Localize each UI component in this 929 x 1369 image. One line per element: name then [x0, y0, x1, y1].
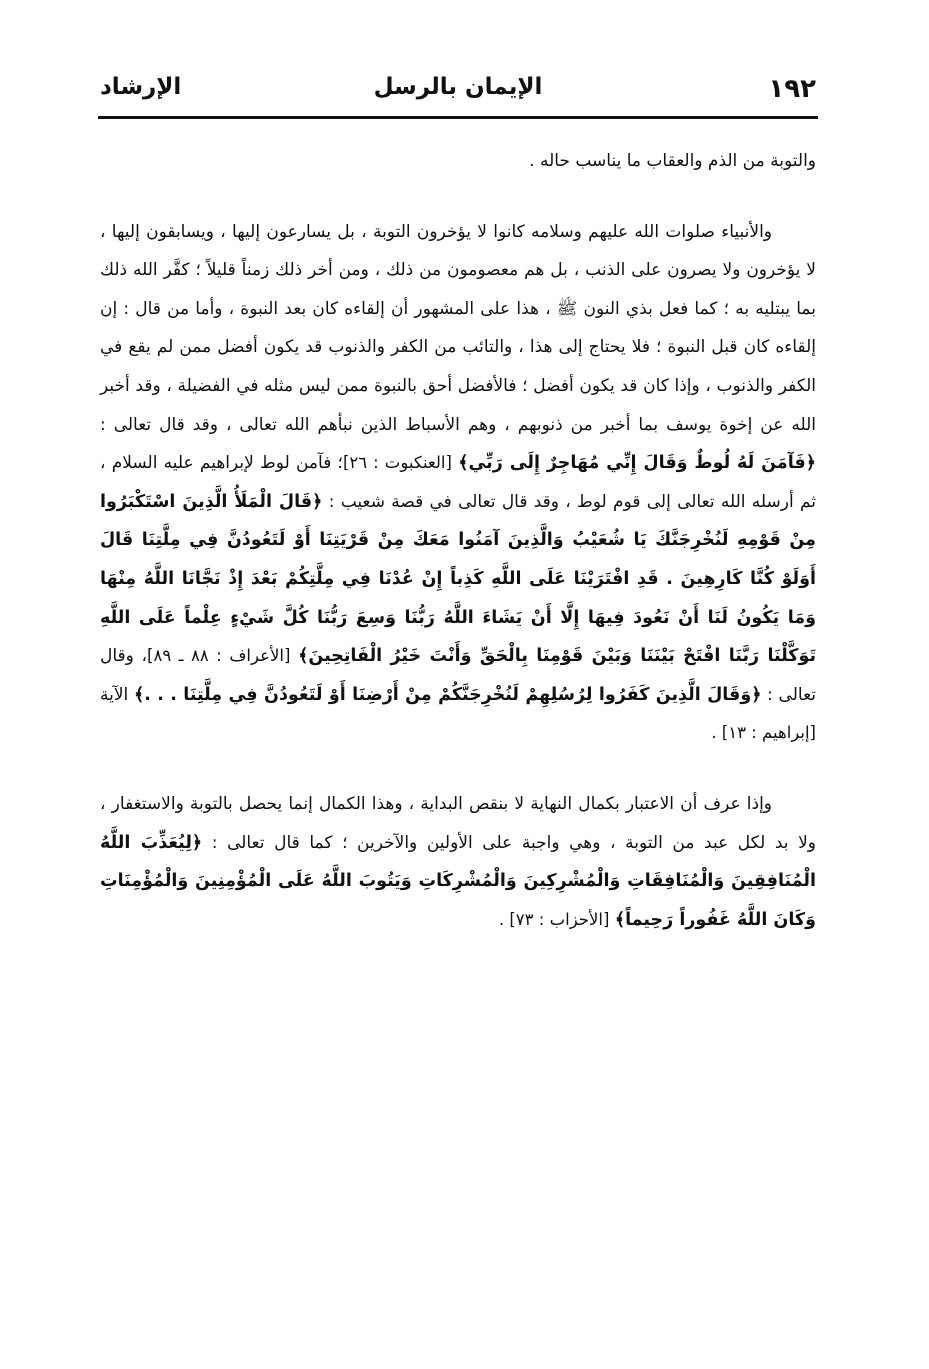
verse-reference: [إبراهيم : ١٣] . [711, 723, 816, 743]
page-number: ١٩٢ [768, 74, 816, 104]
verse-reference: [الأحزاب : ٧٣] . [498, 909, 610, 929]
quran-verse: ﴿قَالَ الْمَلَأُ الَّذِينَ اسْتَكْبَرُوا مِنْ قَوْمِهِ لَنُخْرِجَنَّكَ يَا شُعَيْبُ وَالَّذِينَ آمَنُوا مَعَكَ مِنْ قَرْيَتِنَا أَوْ لَتَعُودُنَّ فِي مِلَّتِنَا قَالَ أَوَلَوْ كُنَّا كَارِهِينَ . قَدِ افْتَرَيْنَا عَلَى اللَّهِ كَذِباً إِنْ عُدْنَا فِي مِلَّتِكُمْ بَعْدَ إِذْ نَجَّانَا اللَّهُ مِنْهَا وَمَا يَكُونُ لَنَا أَنْ نَعُودَ فِيهَا إِلَّا أَنْ يَشَاءَ اللَّهُ رَبُّنَا وَسِعَ رَبُّنَا كُلَّ شَيْءٍ عِلْماً عَلَى اللَّهِ تَوَكَّلْنَا رَبَّنَا افْتَحْ بَيْنَنَا وَبَيْنَ قَوْمِنَا بِالْحَقِّ وَأَنْتَ خَيْرُ الْفَاتِحِينَ﴾ [100, 491, 817, 667]
paragraph-text: وإذا عرف أن الاعتبار بكمال النهاية لا بنقص البداية ، وهذا الكمال إنما يحصل بالتوبة والاستغفار ، ولا بد لكل عبد من التوبة ، وهي واجبة على الأولين والآخرين ؛ كما قال تعالى : [100, 793, 816, 853]
page-body [100, 142, 816, 939]
chapter-title: الإيمان بالرسل [373, 74, 543, 100]
verse-reference: [العنكبوت : ٢٦] [342, 453, 452, 473]
header-divider [98, 116, 818, 119]
book-title: الإرشاد [100, 74, 182, 100]
paragraph-perfection [100, 785, 816, 939]
paragraph-text: والأنبياء صلوات الله عليهم وسلامه كانوا لا يؤخرون التوبة ، بل يسارعون إليها ، ويسابقون إليها ، لا يؤخرون ولا يصرون على الذنب ، بل هم معصومون من ذلك ، ومن أخر ذلك زمناً قليلاً ؛ كفَّر الله ذلك بما يبتليه به ؛ كما فعل بذي النون ﷺ ، هذا على المشهور أن إلقاءه كان بعد النبوة ، وأما من قال : إن إلقاءه كان قبل النبوة ؛ فلا يحتاج إلى هذا ، والتائب من الكفر والذنوب قد يكون أفضل ممن لم يقع في الكفر والذنوب ، وإذا كان قد يكون أفضل ؛ فالأفضل أحق بالنبوة ممن ليس مثله في الفضيلة ، وقد أخبر الله عن إخوة يوسف بما أخبر من ذنوبهم ، وهم الأسباط الذين نبأهم الله تعالى ، وقد قال تعالى : [100, 221, 816, 435]
quran-verse: ﴿وَقَالَ الَّذِينَ كَفَرُوا لِرُسُلِهِمْ لَنُخْرِجَنَّكُمْ مِنْ أَرْضِنَا أَوْ لَتَعُودُنَّ فِي مِلَّتِنَا . . .﴾ [133, 684, 762, 705]
verse-reference: [الأعراف : ٨٨ ـ ٨٩] [147, 646, 291, 666]
paragraph-text: ؛ فآمن لوط لإبراهيم عليه السلام ، ثم أرسله الله تعالى إلى قوم لوط ، وقد قال تعالى في قصة شعيب : [100, 453, 816, 512]
page-header [100, 70, 816, 114]
paragraph-continuation: والتوبة من الذم والعقاب ما يناسب حاله . [529, 151, 816, 171]
paragraph-prophets-repentance [100, 213, 816, 753]
paragraph-text: ، وقال تعالى : [100, 646, 817, 705]
quran-verse: ﴿فَآمَنَ لَهُ لُوطٌ وَقَالَ إِنِّي مُهَاجِرٌ إِلَى رَبِّي﴾ [458, 453, 817, 474]
quran-verse: ﴿لِيُعَذِّبَ اللَّهُ الْمُنَافِقِينَ وَالْمُنَافِقَاتِ وَالْمُشْرِكِينَ وَالْمُشْرِكَاتِ وَيَتُوبَ اللَّهُ عَلَى الْمُؤْمِنِينَ وَالْمُؤْمِنَاتِ وَكَانَ اللَّهُ غَفُوراً رَحِيماً﴾ [100, 832, 816, 930]
paragraph-text: الآية [100, 684, 129, 705]
